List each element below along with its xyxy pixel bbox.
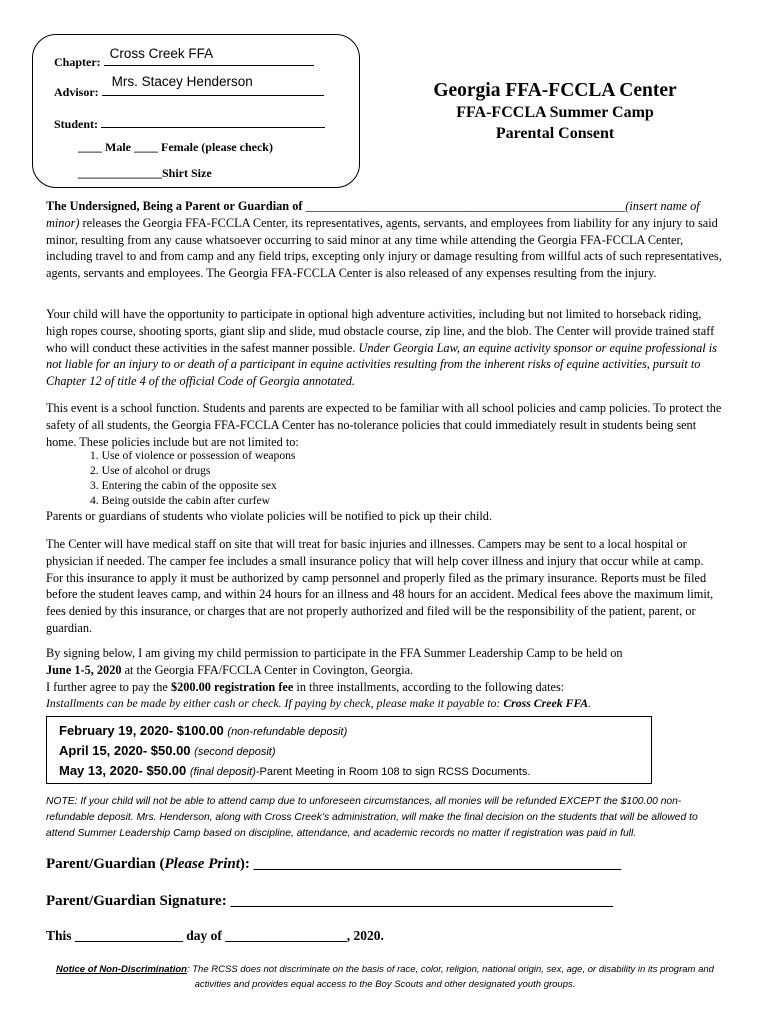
medical-text: The Center will have medical staff on site that will treat for basic injuries and illnesses. Campers may be sent to a local hospital or physician if needed. The camper fee includes a small insurance policy that will help cover illness and injury that occur while at camp. For this insurance to apply it must be authorized by camp personnel and properly filed as the primary insurance. Reports must be filed before the student leaves camp, and within 24 hours for an illness and 48 hours for an accident. Medical fees above the maximum limit, fees denied by this insurance, or charges that are not properly authorized and filed will be the responsibility of the patient, parent, or guardian. bbox=[46, 537, 714, 635]
signature-field bbox=[46, 893, 613, 910]
form-title: Parental Consent bbox=[495, 125, 615, 142]
policies-paragraph bbox=[46, 400, 722, 450]
installment-date: April 15, 2020- $50.00 bbox=[59, 743, 191, 758]
chapter-value: Cross Creek FFA bbox=[109, 46, 214, 61]
chapter-line[interactable] bbox=[104, 46, 314, 66]
installment-note: (second deposit) bbox=[194, 746, 276, 758]
activities-paragraph bbox=[46, 306, 722, 390]
medical-paragraph bbox=[46, 536, 722, 637]
installment-row bbox=[59, 763, 530, 778]
year-label: , 2020. bbox=[346, 928, 384, 943]
chapter-field bbox=[54, 46, 314, 70]
list-item: 2. Use of alcohol or drugs bbox=[90, 464, 211, 477]
registration-fee: $200.00 registration fee bbox=[170, 679, 294, 694]
installment-extra: -Parent Meeting in Room 108 to sign RCSS Documents. bbox=[255, 766, 531, 778]
month-line[interactable]: __________________ bbox=[225, 928, 347, 943]
insert-note: (insert name of minor) bbox=[46, 199, 700, 230]
advisor-label: Advisor: bbox=[54, 85, 99, 99]
release-text: releases the Georgia FFA-FCCLA Center, its representatives, agents, servants, and employees from liability for any injury to said minor, resulting from any cause whatsoever occurring to said minor at any time while attending the Georgia FFA-FCCLA Center, including travel to and from camp and any field trips, excepting only injury or damage resulting from willful acts of such representatives, agents, servants and employees. The Georgia FFA-FCCLA Center is also released of any expenses resulting from the injury. bbox=[46, 215, 722, 281]
camp-dates: June 1-5, 2020 bbox=[46, 662, 122, 677]
policies-after: Parents or guardians of students who violate policies will be notified to pick up their child. bbox=[46, 509, 493, 523]
list-item: 1. Use of violence or possession of weapons bbox=[90, 449, 296, 462]
permission-paragraph bbox=[46, 645, 722, 712]
fee-pre: I further agree to pay the bbox=[46, 679, 171, 694]
payee-end: . bbox=[588, 696, 592, 711]
installments-box bbox=[46, 716, 652, 784]
camp-location: at the Georgia FFA/FCCLA Center in Covington, Georgia. bbox=[121, 662, 414, 677]
notice-label: Notice of Non-Discrimination bbox=[56, 964, 187, 975]
signature-label: Parent/Guardian Signature: bbox=[46, 893, 231, 909]
activities-text: Your child will have the opportunity to participate in optional high adventure activities, including but not limited to horseback riding, high ropes course, shooting sports, giant slip and slide, mud obstacle course, zip line, and the blob. The Center will provide trained staff who will conduct these activities in the safest manner possible. bbox=[46, 307, 715, 355]
advisor-line[interactable] bbox=[102, 74, 324, 96]
print-name-post: ): bbox=[239, 856, 254, 872]
installment-note: (non-refundable deposit) bbox=[227, 726, 348, 738]
advisor-field bbox=[54, 74, 324, 100]
shirt-size[interactable]: ______________Shirt Size bbox=[78, 166, 212, 180]
equine-law: Under Georgia Law, an equine activity sponsor or equine professional is not liable for an injury to or death of a participant in equine activities resulting from the inherent risks of equine activities, pursuit to Chapter 12 of title 4 of the official Code of Georgia annotated. bbox=[46, 340, 718, 389]
list-item: 4. Being outside the cabin after curfew bbox=[90, 494, 270, 507]
installments-note: Installments can be made by either cash or check. If paying by check, please make it payable to: bbox=[46, 696, 504, 711]
release-lead: The Undersigned, Being a Parent or Guardian of bbox=[46, 199, 303, 213]
installment-row bbox=[59, 723, 347, 738]
list-item: 3. Entering the cabin of the opposite sex bbox=[90, 479, 277, 492]
payee: Cross Creek FFA bbox=[503, 696, 589, 711]
print-name-italic: Please Print bbox=[164, 856, 240, 872]
fee-post: in three installments, according to the following dates: bbox=[293, 679, 565, 694]
signature-line[interactable]: ___________________________________________________ bbox=[230, 893, 613, 909]
policies-text: This event is a school function. Students and parents are expected to be familiar with all school policies and camp policies. To protect the safety of all students, the Georgia FFA-FCCLA Center has no-tolerance policies that could immediately result in students being sent home. These policies include but are not limited to: bbox=[46, 401, 722, 449]
release-paragraph bbox=[46, 198, 722, 282]
chapter-label: Chapter: bbox=[54, 55, 101, 69]
event-title: FFA-FCCLA Summer Camp bbox=[456, 104, 654, 121]
advisor-value: Mrs. Stacey Henderson bbox=[111, 74, 253, 89]
day-of-label: day of bbox=[182, 928, 226, 943]
non-discrimination-notice bbox=[40, 962, 730, 992]
installment-note: (final deposit) bbox=[189, 766, 256, 778]
installment-row bbox=[59, 743, 275, 758]
installment-date: February 19, 2020- $100.00 bbox=[59, 723, 224, 738]
refund-note: NOTE: If your child will not be able to attend camp due to unforeseen circumstances, all monies will be refunded EXCEPT the $100.00 non-refundable deposit. Mrs. Henderson, along with Cross Creek’s administration, will make the final decision on the students that will be allowed to attend Summer Leadership Camp based on discipline, attendance, and academic records no matter if registration was paid in full. bbox=[46, 796, 698, 839]
this-label: This bbox=[46, 928, 75, 943]
print-name-field bbox=[46, 856, 621, 873]
date-field bbox=[46, 928, 384, 944]
permission-line1: By signing below, I am giving my child permission to participate in the FFA Summer Leadership Camp to be held on bbox=[46, 646, 623, 660]
print-name-pre: Parent/Guardian ( bbox=[46, 856, 165, 872]
minor-name-blank[interactable]: ____________________________________________________ bbox=[305, 199, 626, 213]
print-name-line[interactable]: _________________________________________________ bbox=[253, 856, 622, 872]
student-label: Student: bbox=[54, 117, 99, 131]
gender-check[interactable]: ____ Male ____ Female (please check) bbox=[78, 140, 273, 154]
page-title: Georgia FFA-FCCLA Center bbox=[433, 80, 677, 101]
installment-date: May 13, 2020- $50.00 bbox=[59, 763, 187, 778]
student-field bbox=[54, 114, 325, 132]
day-line[interactable]: ________________ bbox=[74, 928, 183, 943]
student-line[interactable] bbox=[101, 114, 325, 128]
notice-text: : The RCSS does not discriminate on the basis of race, color, religion, national origin, sex, age, or disability in its program and activities and provides equal access to the Boy Scouts and other designated youth groups. bbox=[186, 964, 714, 990]
policy-list bbox=[90, 448, 295, 508]
